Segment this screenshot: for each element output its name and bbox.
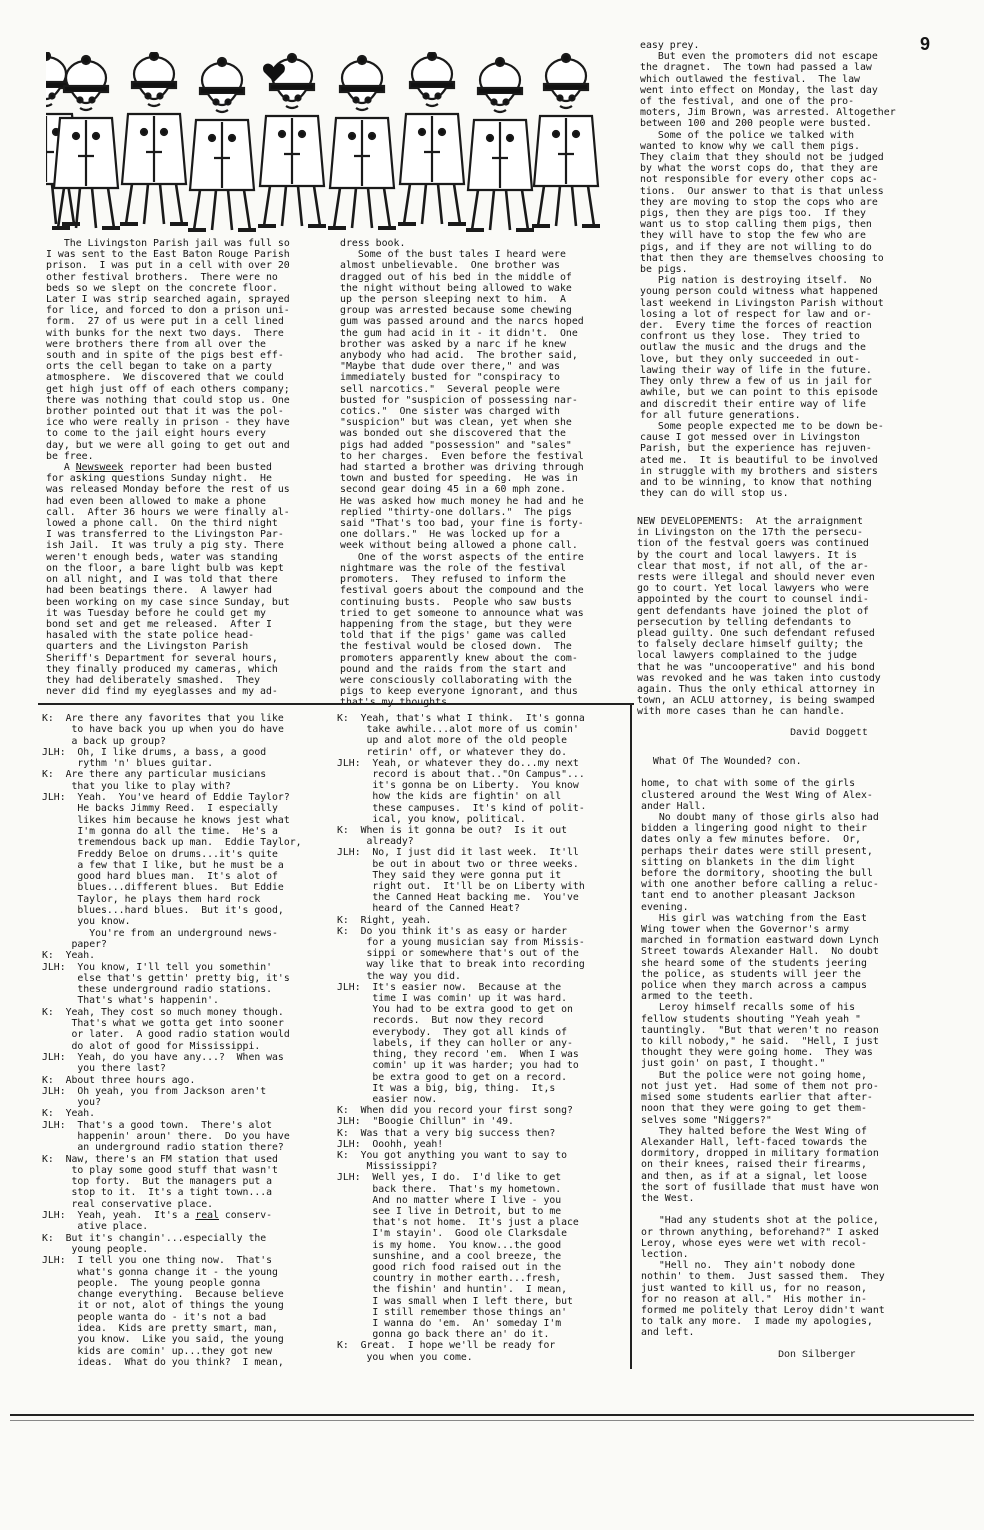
- column-left-paragraph-2-lead: A: [46, 462, 76, 474]
- interview-right-column: K: Yeah, that's what I think. It's gonna take awhile...alot more of us comin' up and alot more of the old people retirin' off, or whatever they do. JLH: Yeah, or whatever they do...my next record is about that.."On Campus"... it's gonna be on Liberty. You know how the kids are fightin' on all these campuses. It's kind of polit- ical, you know, political. K: When is it gonna be out? Is it out already? JLH: No, I just did it last week. It'll be out in about two or three weeks. They said they were gonna put it right out. It'll be on Liberty with the Canned Heat backing me. You've heard of the Canned Heat? K: Right, yeah. K: Do you think it's as easy or harder for a young musician say from Missis- sippi or somewhere that's out of the way like that to break into recording the way you did. JLH: It's easier now. Because at the time I was comin' up it was hard. You had to be extra good to get on records. But now they record everybody. They got all kinds of labels, if they can holler or any- thing, they record 'em. When I was comin' up it was harder; you had to be extra good to get on a record. It was a big, big, thing. It,s easier now. K: When did you record your first song? JLH: "Boogie Chillun" in '49. K: Was that a very big success then? JLH: Ooohh, yeah! K: You got anything you want to say to Mississippi? JLH: Well yes, I do. I'd like to get back there. That's my hometown. And no matter where I live - you see I live in Detroit, but to me that's not home. It's just a place I'm stayin'. Good ole Clarksdale is my home. You know...the good sunshine, and a cool breeze, the good rich food raised out in the country in mother earth...fresh, the fishin' and huntin'. I mean, I was small when I left there, but I still remember those things an' I wanna do 'em. An' someday I'm gonna go back there an' do it. K: Great. I hope we'll be ready for you when you come.: [337, 713, 585, 1363]
- interview-left-text-1: K: Are there any favorites that you like to have back you up when you do have a back up group? JLH: Oh, I like drums, a bass, a good rythm 'n' blues guitar. K: Are there any particular musicians that you like to play with? JLH: Yeah. You've heard of Eddie Taylor? He backs Jimmy Reed. I especially likes him because he knows jest what I'm gonna do all the time. He's a tremendous back up man. Eddie Taylor, Freddy Beloe on drums...it's quite a few that I like, but he must be a good hard blues man. It's alot of blues...different blues. But Eddie Taylor, he plays them hard rock blues...hard blues. But it's good, you know. You're from an underground news- paper? K: Yeah. JLH: You know, I'll tell you somethin' else that's gettin' pretty big, it's these underground radio stations. That's what's happenin'. K: Yeah, They cost so much money though. That's what we gotta get into sooner or later. A good radio station would do alot of good for Mississippi. JLH: Yeah, do you have any...? When was you there last? K: About three hours ago. JLH: Oh yeah, you from Jackson aren't you? K: Yeah. JLH: That's a good town. There's alot happenin' aroun' there. Do you have an underground radio station there? K: Naw, there's an FM station that used to play some good stuff that wasn't top forty. But the managers put a stop to it. It's a tight town...a real conservative place. JLH: Yeah, yeah. It's a: [42, 713, 302, 1222]
- column-middle: dress book. Some of the bust tales I heard were almost unbelievable. One brother was dragged out of his bed in the middle of the night without being allowed to wake up the person sleeping next to him. A group was arrested because some chewing gum was passed around and the narcs hoped the gum had acid in it - it didn't. One brother was asked by a narc if he knew anybody who had acid. The brother said, "Maybe that dude over there," and was immediately busted for "conspiracy to sell narcotics." Several people were busted for "suspicion of possessing nar- cotics." One sister was charged with "suspicion" but was clean, yet when she was bonded out she discovered that the pigs had added "possession" and "sales" to her charges. Even before the festival had started a brother was driving through town and busted for speeding. He was in second gear doing 45 in a 60 mph zone. He was asked how much money he had and he replied "thirty-one dollars." The pigs said "That's too bad, your fine is forty- one dollars." He was locked up for a week without being allowed a phone call. One of the worst aspects of the entire nightmare was the role of the festival promoters. They refused to inform the festival goers about the compound and the continuing busts. People who saw busts tried to get someone to announce what was happening from the stage, but they were told that if the pigs' game was called the festival would be closed down. The promoters apparently knew about the com- pound and the raids from the start and were consciously collaborating with the pigs to keep everyone ignorant, and thus: [340, 238, 584, 698]
- column-right-paragraph-3: What Of The Wounded? con. home, to chat with some of the girls clustered around the West Wing of Alex- ander Hall. No doubt many of those girls also had bidden a lingering good night to their dates only a few minutes before. Or, perhaps their dates were still present, sitting on blankets in the dim light before the dormitory, shooting the bull with one another before calling a reluc- tant end to another pleasant Jackson evening. His girl was watching from the East Wing tower when the Governor's army marched in formation eastward down Lynch Street towards Alexander Hall. No doubt she heard some of the students jeering the police, as students will jeer the police when they march across a campus armed to the teeth. Leroy himself recalls some of his fellow students shouting "Yeah yeah " tauntingly. "But that weren't no reason to kill nobody," he said. "Hell, I just thought they were going home. They was just goin' on past, I thought." But the police were not going home, not just yet. Had some of them not pro- mised some students earlier that after- noon that they were going to get them- selves some "Niggers?" They halted before the West Wing of Alexander Hall, left-faced towards the dormitory, dropped in military formation on their knees, raised their firearms, and then, as if at a signal, let loose the sort of fusillade that must have won the West. "Had any students shot at the police, or thrown anything, beforehand?" I asked Leroy, whose eyes were wet with recol- lection. "Hell no. They ain't nobody done nothin' to them. Just sassed them. They just wanted to kill us, for no reason, for no reason at all." His mother in- formed me politely that Leroy didn't want to talk any more. I made my apologies, and left.: [641, 756, 885, 1339]
- interview-left-text-2: conserv- ative place. K: But it's changin'...especially the young people. JLH: I tell you one thing now. That's what's gonna change it - the young people. The young people gonna change everything. Because believe it or not, alot of things the young people wanta do - it's not a bad idea. Kids are pretty smart, man, you know. Like you said, the young kids are comin' up...they got new ideas. What do you think? I mean,: [42, 1210, 284, 1368]
- byline-david-doggett: David Doggett: [790, 728, 869, 739]
- byline-don-silberger: Don Silberger: [778, 1350, 857, 1361]
- real-emphasis: real: [195, 1210, 219, 1222]
- bottom-rule-thin: [10, 1420, 974, 1421]
- interview-box-top-rule: [38, 703, 634, 705]
- column-left: [46, 238, 336, 697]
- column-left-paragraph-1: The Livingston Parish jail was full so I was sent to the East Baton Rouge Parish prison. I was put in a cell with over 20 other festival brothers. There were no beds so we slept on the concrete floor. Later I was strip searched again, sprayed for lice, and forced to don a prison uni- form. 27 of us were put in a cell lined with bunks for the next two days. There were brothers there from all over the south and in spite of the pigs best eff- orts the cell began to take on a party atmosphere. We discovered that we could get high just off of each others company; there was nothing that could stop us. One brother pointed out that it was the pol- ice who were really in prison - they have to come to the jail eight hours every day, but we were all going to get out and be free.: [46, 238, 290, 462]
- interview-box-right-rule: [630, 703, 632, 1369]
- page-number: 9: [920, 34, 931, 54]
- interview-left-column: [42, 713, 340, 1368]
- police-line-illustration: [46, 52, 602, 232]
- bottom-rule: [10, 1414, 974, 1416]
- newsweek-emphasis: Newsweek: [75, 462, 124, 474]
- column-left-paragraph-2-rest: reporter had been busted for asking questions Sunday night. He was released Monday before the rest of us had even been allowed to make a phone call. After 36 hours we were finally al- lowed a phone call. On the third night I was transferred to the Livingston Par- ish Jail. It was truly a pig sty. There weren't enough beds, water was standing on the floor, a bare light bulb was kept on all night, and I was told that there had been beatings there. A lawyer had been working on my case since Sunday, but it was Tuesday before he could get my bond set and get me released. After I hasaled with the state police head- quarters and the Livingston Parish Sheriff's Department for several hours, they finally produced my cameras, which they had deliberately smashed. They never did find my eyeglasses and my ad-: [46, 462, 290, 698]
- column-right-paragraph-1: easy prey. But even the promoters did not escape the dragnet. The town had passed a law which outlawed the festival. The law went into effect on Monday, the last day of the festival, and one of the pro- moters, Jim Brown, was arrested. Altogether between 100 and 200 people were busted. Some of the police we talked with wanted to know why we call them pigs. They claim that they should not be judged by what the worst cops do, that they are not responsible for every other cops ac- tions. Our answer to that is that unless they are moving to stop the cops who are pigs, then they are pigs too. If they want us to stop calling them pigs, then they will have to stop the few who are pigs, and if they are not willing to do that then they are themselves choosing to be pigs. Pig nation is destroying itself. No young person could witness what happened last weekend in Livingston Parish without losing a lot of respect for law and or- der. Every time the forces of reaction confront us they lose. They tried to outlaw the music and the drugs and the love, but they only succeeded in out- lawing their way of life in the future. They only threw a few of us in jail for awhile, but we can point to this episode and discredit their entire way of life for all future generations. Some people expected me to be down be- cause I got messed over in Livingston Parish, but the experience has rejuven- ated me. It is beautiful to be involved in struggle with my brothers and sisters and to be winning, to know that nothing they can do will stop us.: [640, 40, 896, 500]
- column-right-paragraph-2: NEW DEVELOPEMENTS: At the arraignment in Livingston on the 17th the persecu- tion of the festval goers was continued by the court and local lawyers. It is clear that most, if not all, of the ar- rests were illegal and should never even go to court. Yet local lawyers who were appointed by the court to counsel indi- gent defendants have joined the plot of persecution by telling defendants to plead guilty. One such defendant refused to falsely declare himself guilty; the local lawyers complained to the judge that he was "uncooperative" and his bond was revoked and he was taken into custody again. Thus the only ethical attorney in town, an ACLU attorney, is being swamped with more cases than he can handle.: [637, 516, 881, 718]
